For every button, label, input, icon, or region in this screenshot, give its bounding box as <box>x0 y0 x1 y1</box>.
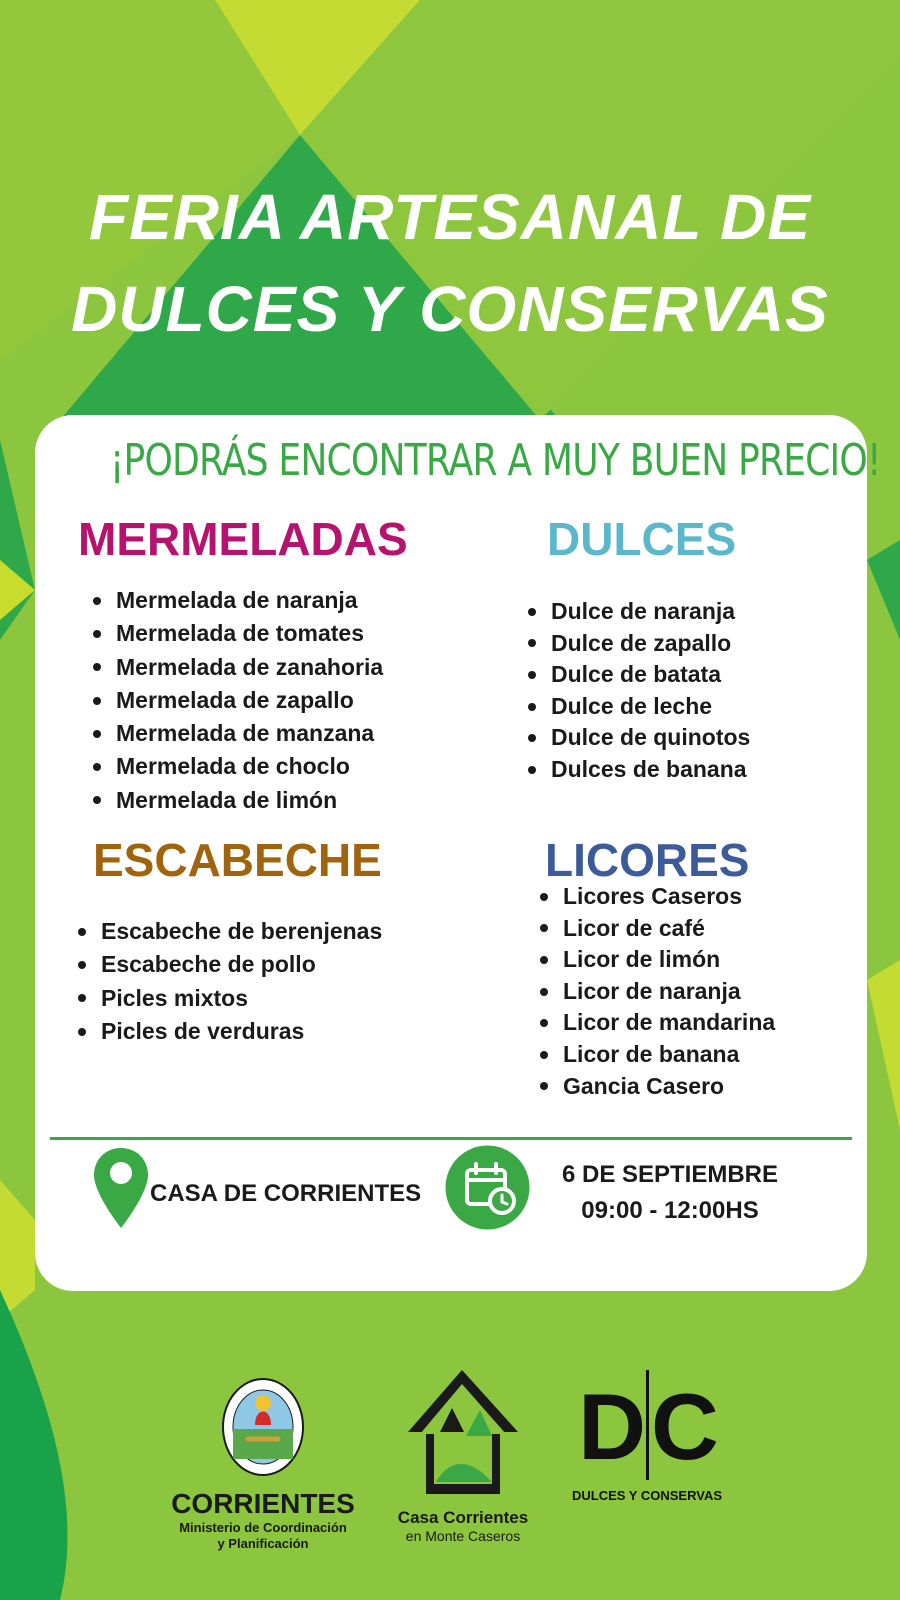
list-item: Mermelada de manzana <box>90 717 383 750</box>
list-item: Dulce de leche <box>525 691 750 723</box>
dc-logo-letter-c: C <box>651 1374 719 1479</box>
casa-corrientes-subtitle: en Monte Caseros <box>405 1528 521 1544</box>
list-item: Picles de verduras <box>75 1015 382 1048</box>
list-item: Mermelada de tomates <box>90 617 383 650</box>
info-card <box>35 415 881 1291</box>
corrientes-ministry-line-1: Ministerio de Coordinación <box>179 1520 347 1535</box>
casa-corrientes-name: Casa Corrientes <box>397 1508 529 1527</box>
casa-corrientes-house-logo <box>400 1362 526 1500</box>
corrientes-seal-logo <box>220 1377 306 1477</box>
list-item: Gancia Casero <box>537 1071 775 1103</box>
licores-list <box>537 881 775 1102</box>
calendar-clock-icon <box>445 1145 530 1230</box>
title-line-1: FERIA ARTESANAL DE <box>88 181 812 253</box>
list-item: Mermelada de zapallo <box>90 684 383 717</box>
section-title-mermeladas: MERMELADAS <box>78 513 408 565</box>
list-item: Dulce de naranja <box>525 596 750 628</box>
tagline: ¡PODRÁS ENCONTRAR A MUY BUEN PRECIO! <box>109 435 881 486</box>
corrientes-name: CORRIENTES <box>171 1488 355 1519</box>
escabeche-list <box>75 915 382 1048</box>
list-item: Dulce de zapallo <box>525 628 750 660</box>
list-item: Licor de naranja <box>537 976 775 1008</box>
section-title-escabeche: ESCABECHE <box>93 834 382 886</box>
dc-logo-divider <box>646 1370 649 1480</box>
list-item: Mermelada de naranja <box>90 584 383 617</box>
dulces-list <box>525 596 750 786</box>
event-date: 6 DE SEPTIEMBRE <box>561 1161 779 1188</box>
section-title-licores: LICORES <box>545 834 750 886</box>
list-item: Licor de limón <box>537 944 775 976</box>
section-title-dulces: DULCES <box>547 513 737 565</box>
corrientes-ministry-line-2: y Planificación <box>217 1536 309 1551</box>
list-item: Escabeche de pollo <box>75 948 382 981</box>
list-item: Mermelada de choclo <box>90 750 383 783</box>
list-item: Escabeche de berenjenas <box>75 915 382 948</box>
dc-logo-name: DULCES Y CONSERVAS <box>571 1488 723 1503</box>
list-item: Mermelada de limón <box>90 784 383 817</box>
title-line-2: DULCES Y CONSERVAS <box>71 273 829 345</box>
list-item: Dulce de quinotos <box>525 722 750 754</box>
event-time: 09:00 - 12:00HS <box>581 1197 759 1224</box>
dc-logo-letter-d: D <box>578 1374 646 1479</box>
mermeladas-list <box>90 584 383 817</box>
list-item: Licor de banana <box>537 1039 775 1071</box>
list-item: Licor de mandarina <box>537 1007 775 1039</box>
list-item: Picles mixtos <box>75 982 382 1015</box>
location-label: CASA DE CORRIENTES <box>150 1180 422 1207</box>
list-item: Dulces de banana <box>525 754 750 786</box>
list-item: Licor de café <box>537 913 775 945</box>
location-pin-icon <box>92 1146 150 1230</box>
list-item: Dulce de batata <box>525 659 750 691</box>
divider <box>50 1137 852 1140</box>
list-item: Mermelada de zanahoria <box>90 651 383 684</box>
sponsor-logos <box>0 1370 900 1570</box>
list-item: Licores Caseros <box>537 881 775 913</box>
